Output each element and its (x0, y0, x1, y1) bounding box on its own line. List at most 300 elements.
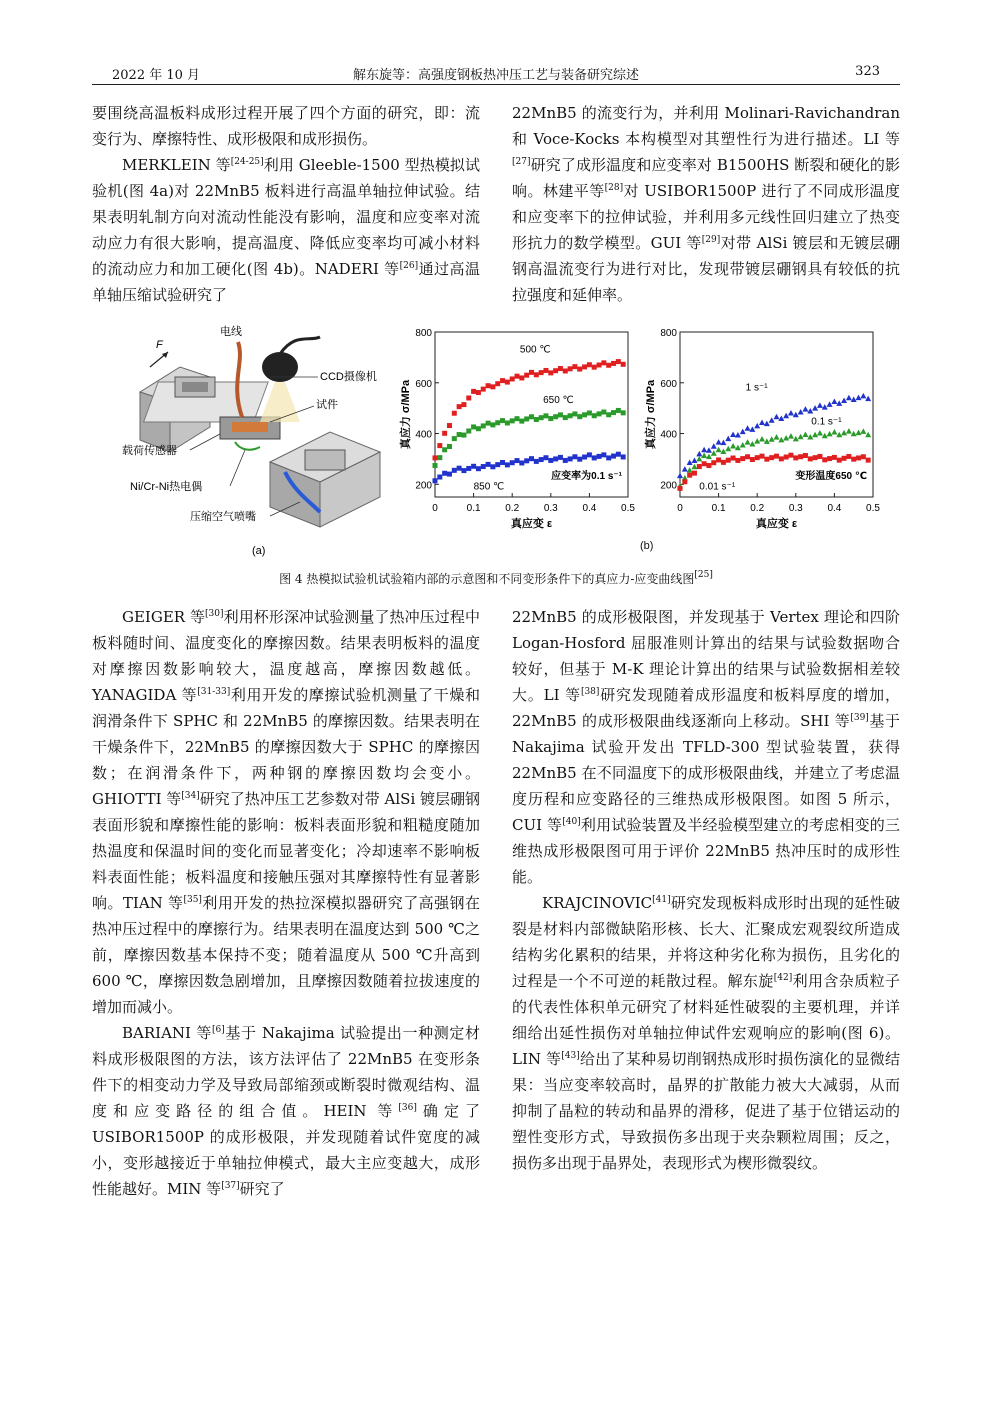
x-tick-label: 0.5 (866, 503, 880, 514)
data-point (706, 454, 712, 460)
data-point (769, 417, 775, 423)
data-point (495, 420, 500, 425)
data-point (716, 447, 722, 453)
citation[interactable]: [24-25] (230, 157, 264, 167)
data-point (866, 458, 871, 463)
x-tick-label: 0.3 (543, 503, 558, 514)
data-point (587, 362, 592, 367)
data-point (716, 439, 722, 445)
x-tick-label: 0.4 (582, 503, 597, 514)
data-point (553, 414, 558, 419)
data-point (735, 432, 741, 438)
data-point (524, 373, 529, 378)
data-point (433, 455, 438, 460)
data-point (582, 364, 587, 369)
data-point (745, 439, 751, 445)
data-point (827, 456, 832, 461)
data-point (539, 370, 544, 375)
data-point (856, 455, 861, 460)
data-point (725, 446, 731, 452)
data-point (725, 436, 731, 442)
data-point (553, 368, 558, 373)
data-point (601, 360, 606, 365)
data-point (621, 362, 626, 367)
data-point (515, 458, 520, 463)
data-point (611, 361, 616, 366)
citation[interactable]: [37] (221, 1181, 240, 1191)
data-point (548, 370, 553, 375)
data-point (769, 455, 774, 460)
data-point (842, 456, 847, 461)
figure-4a-schematic (120, 322, 400, 562)
data-point (534, 417, 539, 422)
data-point (471, 464, 476, 469)
data-point (779, 456, 784, 461)
data-point (856, 430, 862, 436)
page-number: 323 (855, 64, 880, 79)
data-point (466, 396, 471, 401)
data-point (601, 452, 606, 457)
data-point (437, 475, 442, 480)
data-point (793, 412, 799, 418)
paragraph: 22MnB5 的成形极限图，并发现基于 Vertex 理论和四阶 Logan-Hosford 屈服准则计算出的结果与试验数据吻合较好，但基于 M-K 理论计算出的结果与试验数据相差较大。LI 等[38]研究发现随着成形温度和板料厚度的增加，22MnB5 的成形极限曲线逐渐向上移动。SHI 等[39]基于 Nakajima 试验开发出 TFLD-300 型试验装置，获得 22MnB5 在不同温度下的成形极限曲线，并建立了考虑温度历程和应变路径的三维热成形极限图。如图 5 所示，CUI 等[40]利用试验装置及半经验模型建立的考虑相变的三维热成形极限图可用于评价 22MnB5 热冲压时的成形性能。 (512, 608, 901, 886)
header-title: 解东旋等：高强度钢板热冲压工艺与装备研究综述 (352, 68, 639, 83)
citation[interactable]: [40] (562, 817, 581, 827)
data-point (807, 408, 813, 414)
data-point (706, 463, 711, 468)
data-point (764, 457, 769, 462)
data-point (822, 457, 827, 462)
data-point (529, 414, 534, 419)
citation[interactable]: [41] (652, 895, 671, 905)
data-point (442, 471, 447, 476)
data-point (764, 421, 770, 427)
data-point (865, 432, 871, 438)
data-point (495, 462, 500, 467)
citation[interactable]: [6] (211, 1025, 225, 1035)
data-point (611, 454, 616, 459)
data-point (433, 463, 438, 468)
label-thermocouple: Ni/Cr-Ni热电偶 (130, 481, 203, 493)
bottom-left-column (92, 604, 480, 1202)
chart-annotation: 变形温度650 ℃ (795, 471, 867, 482)
data-point (754, 438, 760, 444)
data-point (621, 454, 626, 459)
data-point (813, 455, 818, 460)
data-point (798, 454, 803, 459)
paragraph: MERKLEIN 等[24-25]利用 Gleeble-1500 型热模拟试验机(图 4a)对 22MnB5 板料进行高温单轴拉伸试验。结果表明轧制方向对流动性能没有影响，温度和应变率对流动应力有很大影响，提高温度、降低应变率均可减小材料的流动应力和加工硬化(图 4b)。NADERI 等[26]通过高温单轴压缩试验研究了 (92, 156, 480, 304)
data-point (534, 372, 539, 377)
data-point (692, 471, 697, 476)
citation[interactable]: [25] (694, 570, 713, 580)
data-point (740, 429, 746, 435)
data-point (841, 398, 847, 404)
data-point (817, 430, 823, 436)
data-point (548, 416, 553, 421)
citation[interactable]: [39] (850, 713, 869, 723)
paragraph: BARIANI 等[6]基于 Nakajima 试验提出一种测定材料成形极限图的方法，该方法评估了 22MnB5 在变形条件下的相变动力学及导致局部缩颈或断裂时微观结构、温度和应变路径的组合值。HEIN 等[36]确定了 USIBOR1500P 的成形极限，并发现随着试件宽度的减小，变形越接近于单轴拉伸模式，最大主应变越大，成形性能越好。MIN 等[37]研究了 (92, 1024, 480, 1198)
data-point (461, 468, 466, 473)
data-point (529, 456, 534, 461)
x-tick-label: 0.4 (827, 503, 842, 514)
subfigure-label-a: (a) (252, 545, 266, 557)
data-point (783, 435, 789, 441)
data-point (519, 460, 524, 465)
data-point (802, 406, 808, 412)
series-label: 650 ℃ (543, 395, 574, 407)
data-point (822, 404, 828, 410)
data-point (500, 378, 505, 383)
data-point (755, 455, 760, 460)
data-point (831, 429, 837, 435)
data-point (597, 363, 602, 368)
data-point (851, 397, 857, 403)
x-axis-label: 真应变 ε (755, 518, 798, 530)
data-point (597, 411, 602, 416)
label-specimen: 试件 (316, 399, 338, 411)
data-point (495, 381, 500, 386)
data-point (720, 449, 726, 455)
series-label: 1 s⁻¹ (745, 382, 768, 394)
data-point (754, 423, 760, 429)
x-tick-label: 0.1 (466, 503, 481, 514)
data-point (721, 460, 726, 465)
y-tick-label: 200 (660, 480, 677, 492)
x-tick-label: 0.2 (505, 503, 520, 514)
data-point (572, 411, 577, 416)
data-point (827, 431, 833, 437)
data-point (505, 421, 510, 426)
data-point (476, 390, 481, 395)
data-point (616, 408, 621, 413)
data-point (837, 458, 842, 463)
data-point (539, 415, 544, 420)
data-point (706, 447, 712, 453)
data-point (735, 445, 741, 451)
data-point (726, 458, 731, 463)
data-point (568, 366, 573, 371)
data-point (730, 432, 736, 438)
data-point (745, 454, 750, 459)
y-axis-label: 真应力 σ/MPa (645, 379, 657, 450)
data-point (587, 410, 592, 415)
y-axis-label: 真应力 σ/MPa (400, 379, 412, 450)
data-point (457, 404, 462, 409)
data-point (592, 455, 597, 460)
data-point (452, 468, 457, 473)
data-point (793, 455, 798, 460)
data-point (720, 440, 726, 446)
data-point (798, 434, 804, 440)
data-point (798, 409, 804, 415)
data-point (861, 454, 866, 459)
data-point (678, 486, 683, 491)
data-point (481, 464, 486, 469)
data-point (539, 457, 544, 462)
data-point (817, 454, 822, 459)
x-tick-label: 0.2 (750, 503, 765, 514)
data-point (490, 464, 495, 469)
data-point (577, 457, 582, 462)
data-point (476, 466, 481, 471)
paragraph: KRAJCINOVIC[41]研究发现板料成形时出现的延性破裂是材料内部微缺陷形核、长大、汇聚成宏观裂纹所造成结构劣化累积的结果，并将这种劣化称为损伤，且劣化的过程是一个不可逆的耗散过程。解东旋[42]利用含杂质粒子的代表性体积单元研究了材料延性破裂的主要机理，并详细给出延性损伤对单轴拉伸试件宏观响应的影响(图 6)。LIN 等[43]给出了某种易切削钢热成形时损伤演化的显微结果：当应变率较高时，晶界的扩散能力被大大减弱，从而抑制了晶粒的转动和晶界的滑移，促进了基于位错运动的塑性变形方式，导致损伤多出现于夹杂颗粒周围；反之，损伤多出现于晶界处，表现形式为楔形微裂纹。 (512, 894, 900, 1172)
data-point (437, 443, 442, 448)
data-point (597, 454, 602, 459)
header-rule (92, 84, 900, 85)
data-point (851, 457, 856, 462)
data-point (582, 455, 587, 460)
data-point (788, 410, 794, 416)
data-point (481, 387, 486, 392)
data-point (711, 450, 717, 456)
top-left-column (92, 100, 480, 308)
data-point (577, 367, 582, 372)
stress-strain-chart-temperature (395, 322, 640, 552)
data-point (519, 375, 524, 380)
data-point (461, 433, 466, 438)
citation[interactable]: [30] (205, 609, 224, 619)
data-point (476, 426, 481, 431)
citation[interactable]: [29] (701, 235, 721, 245)
data-point (568, 413, 573, 418)
data-point (442, 431, 447, 436)
paragraph: GEIGER 等[30]利用杯形深冲试验测量了热冲压过程中板料随时间、温度变化的摩擦因数。结果表明板料的温度对摩擦因数影响较大，温度越高，摩擦因数越低。YANAGIDA 等[31-33]利用开发的摩擦试验机测量了干燥和润滑条件下 SPHC 和 22MnB5 的摩擦因数。结果表明在干燥条件下，22MnB5 的摩擦因数大于 SPHC 的摩擦因数；在润滑条件下，两种钢的摩擦因数均会变小。GHIOTTI 等[34]研究了热冲压工艺参数对带 AlSi 镀层硼钢表面形貌和摩擦性能的影响：板料表面形貌和粗糙度随加热温度和保温时间的变化而显著变化；冷却速率不影响板料表面性能；板料温度和接触压强对其摩擦特性有显著影响。TIAN 等[35]利用开发的热拉深模拟器研究了高强钢在热冲压过程中的摩擦行为。结果表明在温度达到 500 ℃之前，摩擦因数基本保持不变；随着温度从 500 ℃升高到 600 ℃，摩擦因数急剧增加，且摩擦因数随着拉拔速度的增加而减小。 (92, 608, 481, 1016)
citation[interactable]: [43] (561, 1051, 580, 1061)
data-point (543, 368, 548, 373)
data-point (812, 432, 818, 438)
y-tick-label: 800 (415, 328, 432, 339)
data-point (457, 466, 462, 471)
data-point (543, 455, 548, 460)
data-point (447, 444, 452, 449)
data-point (611, 410, 616, 415)
citation[interactable]: [26] (399, 261, 419, 271)
citation[interactable]: [28] (604, 183, 624, 193)
data-point (519, 419, 524, 424)
data-point (486, 383, 491, 388)
data-point (515, 374, 520, 379)
citation[interactable]: [31-33] (197, 687, 231, 697)
data-point (500, 460, 505, 465)
data-point (543, 413, 548, 418)
data-point (827, 401, 833, 407)
stress-strain-chart-strain-rate (640, 322, 885, 552)
data-point (832, 455, 837, 460)
x-tick-label: 0.3 (788, 503, 803, 514)
chart-annotation: 应变率为0.1 s⁻¹ (551, 471, 622, 482)
data-point (616, 359, 621, 364)
data-point (447, 472, 452, 477)
data-point (471, 424, 476, 429)
data-point (784, 455, 789, 460)
series-label: 850 ℃ (473, 481, 505, 493)
data-point (716, 457, 721, 462)
data-point (803, 453, 808, 458)
data-point (846, 428, 852, 434)
data-point (510, 418, 515, 423)
data-point (466, 466, 471, 471)
data-point (783, 413, 789, 419)
data-point (577, 414, 582, 419)
data-point (510, 376, 515, 381)
citation[interactable]: [34] (181, 791, 200, 801)
data-point (702, 461, 707, 466)
data-point (759, 419, 765, 425)
data-point (582, 412, 587, 417)
y-tick-label: 600 (415, 378, 432, 390)
data-point (701, 447, 707, 453)
data-point (836, 400, 842, 406)
force-label: F (156, 339, 163, 351)
citation[interactable]: [38] (580, 687, 600, 697)
data-point (471, 389, 476, 394)
data-point (621, 410, 626, 415)
y-tick-label: 400 (415, 429, 432, 441)
data-point (745, 425, 751, 431)
data-point (740, 442, 746, 448)
data-point (856, 395, 862, 401)
data-point (696, 451, 702, 457)
y-tick-label: 800 (660, 328, 677, 339)
x-tick-label: 0.1 (711, 503, 726, 514)
label-load-sensor: 载荷传感器 (122, 445, 177, 457)
data-point (788, 433, 794, 439)
data-point (490, 422, 495, 427)
y-tick-label: 600 (660, 378, 677, 390)
x-axis-label: 真应变 ε (510, 518, 553, 530)
data-point (572, 364, 577, 369)
data-point (490, 384, 495, 389)
data-point (601, 410, 606, 415)
data-point (510, 460, 515, 465)
figure-caption: 图 4 热模拟试验机试验箱内部的示意图和不同变形条件下的真应力-应变曲线图[25] (279, 570, 713, 586)
data-point (760, 454, 765, 459)
data-point (558, 455, 563, 460)
x-tick-label: 0 (677, 503, 683, 514)
data-point (481, 423, 486, 428)
data-point (486, 421, 491, 426)
label-air-nozzle: 压缩空气喷嘴 (190, 511, 256, 523)
data-point (812, 405, 818, 411)
data-point (461, 402, 466, 407)
data-point (572, 454, 577, 459)
data-point (759, 436, 765, 442)
data-point (774, 434, 780, 440)
series-label: 500 ℃ (519, 344, 551, 356)
paragraph: 22MnB5 的流变行为，并利用 Molinari-Ravichandran 和 Voce-Kocks 本构模型对其塑性行为进行描述。LI 等[27]研究了成形温度和应变率对 B1500HS 断裂和硬化的影响。林建平等[28]对 USIBOR1500P 进行了不同成形温度和应变率下的拉伸试验，并利用多元线性回归建立了热变形抗力的数学模型。GUI 等[29]对带 AlSi 镀层和无镀层硼钢高温流变行为进行对比，发现带镀层硼钢具有较低的抗拉强度和延伸率。 (512, 104, 900, 304)
label-ccd: CCD摄像机 (320, 371, 377, 383)
y-tick-label: 200 (415, 480, 432, 492)
data-point (774, 454, 779, 459)
data-point (606, 455, 611, 460)
citation[interactable]: [35] (183, 895, 202, 905)
running-header (92, 64, 900, 86)
data-point (437, 455, 442, 460)
bottom-right-column (512, 604, 900, 1176)
data-point (442, 447, 447, 452)
x-tick-label: 0.5 (621, 503, 635, 514)
data-point (841, 430, 847, 436)
data-point (548, 458, 553, 463)
data-point (606, 412, 611, 417)
data-point (433, 478, 438, 483)
data-point (846, 395, 852, 401)
data-point (563, 368, 568, 373)
data-point (587, 452, 592, 457)
series-label: 0.01 s⁻¹ (699, 481, 736, 493)
data-point (860, 393, 866, 399)
data-point (558, 412, 563, 417)
data-point (750, 457, 755, 462)
data-point (534, 459, 539, 464)
data-point (701, 452, 707, 458)
data-point (558, 366, 563, 371)
x-tick-label: 0 (432, 503, 438, 514)
data-point (687, 473, 692, 478)
data-point (740, 456, 745, 461)
data-point (457, 432, 462, 437)
data-point (687, 467, 693, 473)
data-point (500, 418, 505, 423)
data-point (691, 457, 697, 463)
data-point (778, 416, 784, 422)
data-point (735, 458, 740, 463)
data-point (802, 432, 808, 438)
data-point (616, 452, 621, 457)
data-point (831, 399, 837, 405)
data-point (466, 429, 471, 434)
data-point (486, 462, 491, 467)
top-right-column (512, 100, 900, 308)
data-point (505, 462, 510, 467)
data-point (774, 414, 780, 420)
data-point (682, 479, 687, 484)
data-point (846, 454, 851, 459)
citation[interactable]: [42] (773, 973, 793, 983)
data-point (524, 458, 529, 463)
data-point (447, 423, 452, 428)
y-tick-label: 400 (660, 429, 677, 441)
data-point (606, 363, 611, 368)
data-point (749, 441, 755, 447)
data-point (731, 456, 736, 461)
data-point (711, 460, 716, 465)
data-point (515, 416, 520, 421)
subfigure-label-b: (b) (640, 540, 654, 552)
data-point (563, 415, 568, 420)
series-label: 0.1 s⁻¹ (811, 416, 842, 428)
data-point (711, 443, 717, 449)
data-point (817, 402, 823, 408)
data-point (697, 464, 702, 469)
data-point (524, 416, 529, 421)
data-point (682, 466, 688, 472)
header-date: 2022 年 10 月 (112, 68, 201, 83)
paragraph: 要围绕高温板料成形过程开展了四个方面的研究，即：流变行为、摩擦特性、成形极限和成形损伤。 (92, 104, 480, 148)
data-point (749, 426, 755, 432)
data-point (563, 458, 568, 463)
citation[interactable]: [27] (512, 157, 531, 167)
data-point (553, 456, 558, 461)
data-point (769, 436, 775, 442)
data-point (677, 473, 683, 479)
label-wire: 电线 (220, 326, 242, 338)
data-point (529, 370, 534, 375)
data-point (452, 436, 457, 441)
citation[interactable]: [36] (398, 1103, 417, 1113)
data-point (808, 456, 813, 461)
data-point (696, 456, 702, 462)
